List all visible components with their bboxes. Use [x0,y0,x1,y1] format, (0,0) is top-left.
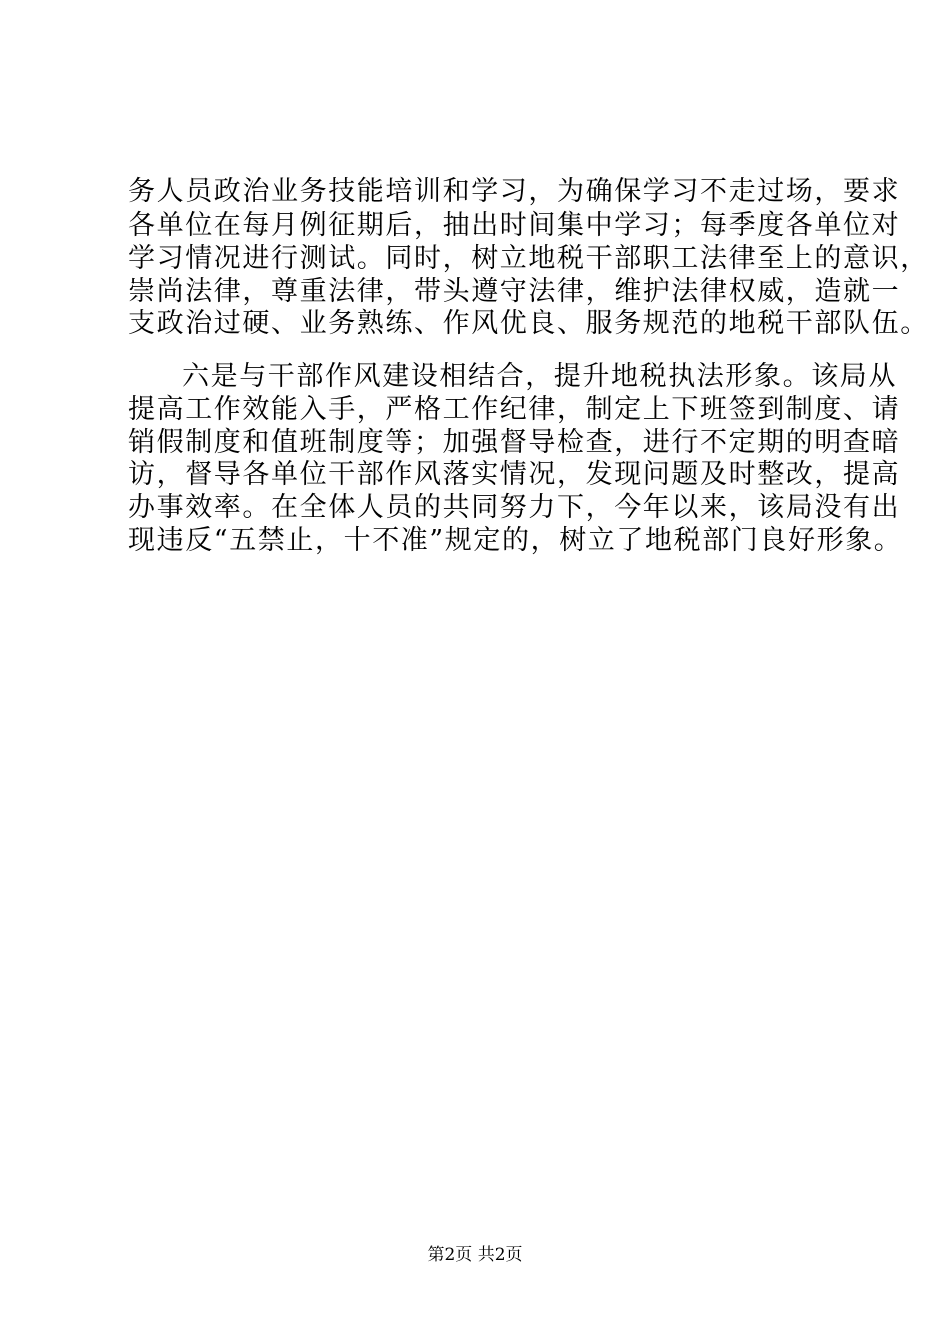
paragraph-line: 六是与干部作风建设相结合，提升地税执法形象。该局从 [182,361,897,392]
paragraph-line: 办事效率。在全体人员的共同努力下，今年以来，该局没有出 [128,492,901,523]
page-footer: 第2页 共2页 [427,1245,523,1265]
paragraph-line: 学习情况进行测试。同时，树立地税干部职工法律至上的意识， [128,243,929,274]
paragraph-line: 访，督导各单位干部作风落实情况，发现问题及时整改，提高 [128,459,901,490]
paragraph-line: 现违反“五禁止，十不准”规定的，树立了地税部门良好形象。 [128,525,903,556]
paragraph-line: 提高工作效能入手，严格工作纪律，制定上下班签到制度、请 [128,394,901,425]
paragraph-line: 务人员政治业务技能培训和学习，为确保学习不走过场，要求 [128,176,901,207]
paragraph-line: 销假制度和值班制度等；加强督导检查，进行不定期的明查暗 [128,427,901,458]
paragraph-line: 支政治过硬、业务熟练、作风优良、服务规范的地税干部队伍。 [128,308,929,339]
paragraph-line: 各单位在每月例征期后，抽出时间集中学习；每季度各单位对 [128,210,901,241]
paragraph-line: 崇尚法律，尊重法律，带头遵守法律，维护法律权威，造就一 [128,276,901,307]
